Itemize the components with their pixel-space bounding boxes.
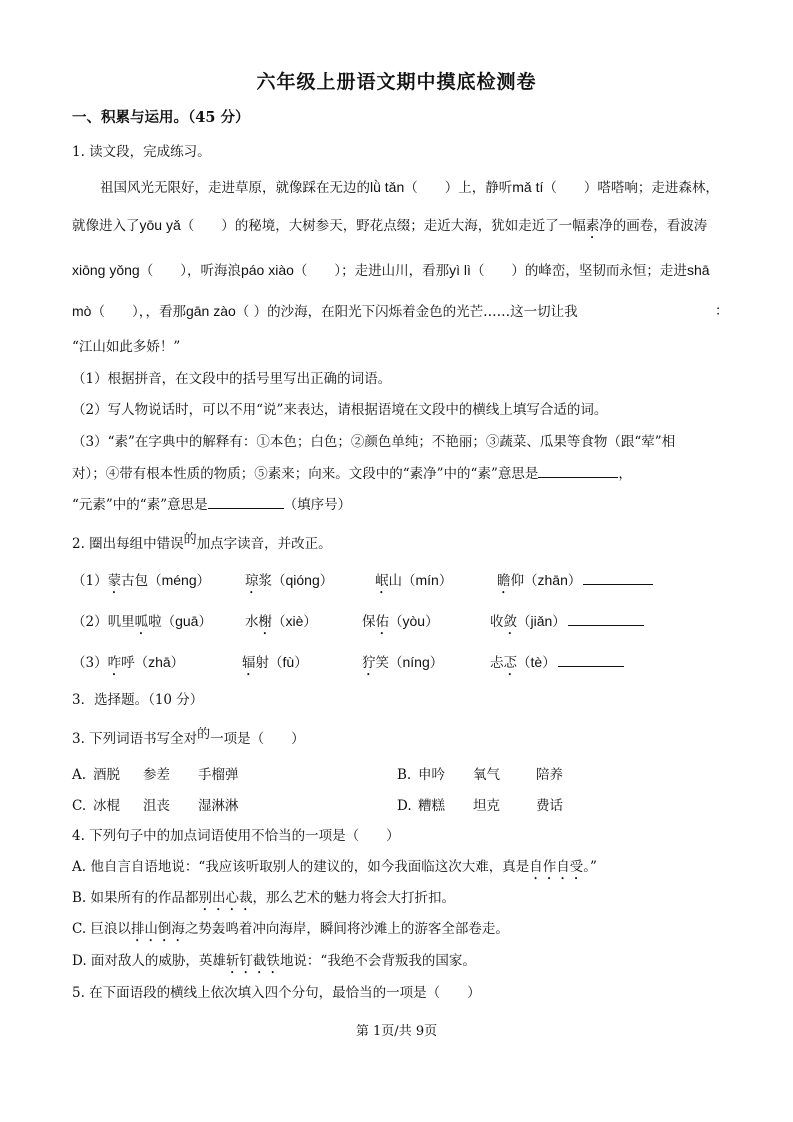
option-letter: D. [397,798,412,814]
item-text: 仰（ [510,573,538,589]
pinyin: gān zào [185,303,236,319]
passage-colon: ： [715,303,729,319]
option-word: 冰棍 [93,798,120,814]
option-word: 参差 [143,767,170,783]
dotted-char[interactable]: 咋 [107,655,122,671]
section-heading-1: 一、积累与运用。（45 分） [72,109,250,126]
item-text: ） [425,614,439,630]
option-text: ，那么艺术的魅力将会大打折扣。 [252,890,456,906]
sub-question-1: （1）根据拼音，在文段中的括号里写出正确的词语。 [72,371,392,387]
answer-bracket[interactable]: （ ）的峰峦，坚韧而永恒；走进 [470,263,687,279]
dotted-char[interactable]: 狞 [362,655,376,671]
question-text: 3. 下列词语书写全对 [72,731,198,747]
item-text: （3） [72,655,108,671]
pinyin: lǜ tǎn [370,179,405,195]
question-5-label: 5. 在下面语段的横线上依次填入四个分句，最恰当的一项是（ ） [72,985,481,1001]
q2-item[interactable] [490,611,644,638]
passage-text: 就像进入了 [72,218,140,234]
pinyin: mǎ tí [512,179,544,195]
dotted-phrase: 排山倒海 [130,921,185,937]
item-text: 古包（ [121,573,162,589]
option-letter: B. [397,767,412,783]
page-title: 六年级上册语文期中摸底检测卷 [256,71,537,93]
option-letter: C. [72,798,87,814]
q2-item[interactable] [72,570,210,597]
option-text: 。” [583,859,597,875]
pinyin: níng [402,654,430,670]
passage-line-5: “江山如此多娇！” [72,339,181,355]
item-text: 呼（ [121,655,149,671]
dotted-char[interactable]: 呱 [134,614,149,630]
item-text: ） [567,573,582,589]
item-text: ） [542,655,556,671]
option-text: 地说：“我绝不会背叛我的国家。 [279,953,476,969]
pinyin: guā [175,613,199,629]
dotted-char[interactable]: 蒙 [107,573,122,589]
answer-blank[interactable] [208,494,284,509]
pinyin: qióng [285,572,320,588]
passage-line-2 [72,215,707,242]
item-text: 笑（ [375,655,403,671]
pinyin: fù [282,654,295,670]
item-text: ） [429,655,444,671]
question-1-label: 1. 读文段，完成练习。 [72,144,211,160]
question-text: ， [618,466,632,482]
pinyin: jiǎn [530,613,553,629]
item-text: ） [198,614,212,630]
passage-text: （ ）的沙海，在阳光下闪烁着金色的光芒……这一切让我 [235,304,578,320]
answer-bracket[interactable]: （ ）；走进山川，看那 [293,263,450,279]
question-3-label [72,729,305,750]
q4-option-a[interactable] [72,857,597,883]
q2-item[interactable] [72,652,184,679]
sub-question-3-line-3 [72,494,351,515]
sub-question-3-line-1: （3）“素”在字典中的解释有：①本色；白色；②颜色单纯；不艳丽；③蔬菜、瓜果等食物（跟“荤”相 [72,434,676,450]
q4-option-c[interactable] [72,919,509,945]
dotted-phrase: 斩钉截铁 [225,953,280,969]
option-word: 湿淋淋 [198,798,239,814]
question-text: 2. 圈出每组中错误 [72,536,184,552]
q2-item[interactable] [375,570,452,597]
pinyin: xiōng yǒng [72,262,140,278]
dotted-char[interactable]: 琼 [245,573,259,589]
q2-item[interactable] [242,652,308,679]
item-text: ） [170,655,185,671]
sub-question-3-line-2 [72,463,632,484]
item-text: 啦（ [148,614,176,630]
answer-bracket[interactable]: （ ）嗒嗒响；走进森林， [543,180,719,196]
item-text: ） [319,573,334,589]
answer-bracket[interactable]: （ ）上，静听 [404,180,513,196]
option-text: A. 他自言自语地说：“我应该听取别人的建议的，如今我面临这次大难，真是 [72,859,530,875]
dotted-char: 素 [585,218,600,234]
sub-question-2: （2）写人物说话时，可以不用“说”来表达，请根据语境在文段中的横线上填写合适的词。 [72,402,608,418]
passage-line-1 [100,177,719,198]
passage-text: 净的画卷，看波涛 [599,218,708,234]
dotted-char[interactable]: 瞻 [497,573,511,589]
dotted-char[interactable]: 岷 [375,573,389,589]
pinyin: yòu [402,613,426,629]
passage-line-3 [72,260,710,281]
question-text: （填序号） [283,497,352,513]
answer-blank[interactable] [558,652,624,667]
option-word: 糟糕 [418,798,445,814]
question-text: “元素”中的“素”意思是 [72,497,208,513]
option-word: 氧气 [473,767,500,783]
question-4-label: 4. 下列句子中的加点词语使用不恰当的一项是（ ） [72,828,400,844]
answer-bracket[interactable]: （ ）的秘境，大树参天，野花点缀；走近大海，犹如走近了一幅 [180,218,586,234]
item-text: ） [552,614,566,630]
pinyin: méng [161,572,197,588]
item-text: 收 [490,614,504,630]
answer-bracket[interactable]: （ ），，看那 [91,304,186,320]
q2-item[interactable] [490,652,624,679]
option-letter: A. [72,767,87,783]
item-text: （ [272,614,286,630]
q2-item[interactable] [362,611,439,638]
question-text: 对）；④带有根本性质的物质；⑤素来；向来。文段中的“素净”中的“素”意思是 [72,466,539,482]
option-text: D. 面对敌人的威胁，英雄 [72,953,226,969]
pinyin: shā [686,262,710,278]
option-word: 手榴弹 [198,767,239,783]
option-word: 费话 [536,798,563,814]
pinyin: tè [530,654,543,670]
item-text: （ [517,614,531,630]
item-text: ） [294,655,308,671]
item-text: （ [389,614,403,630]
dotted-phrase: 别出心裁 [198,890,253,906]
dotted-char[interactable]: 榭 [258,614,272,630]
item-text: 浆（ [258,573,286,589]
pinyin: zhā [148,654,171,670]
pinyin: yì lì [449,262,471,278]
section-heading-3: 3．选择题。（10 分） [72,692,204,708]
dotted-char[interactable]: 辐 [242,655,256,671]
item-text: （2）叽里 [72,614,135,630]
item-text: ） [303,614,317,630]
pinyin: yōu yǎ [139,217,181,233]
item-text: ） [196,573,211,589]
pinyin: páo xiào [240,262,294,278]
question-text: 加点字读音，并改正。 [196,536,332,552]
question-text: 的 [197,727,211,742]
q4-option-b[interactable] [72,888,455,914]
option-text: B. 如果所有的作品都 [72,890,199,906]
question-text: 的 [183,532,197,547]
pinyin: mín [415,572,439,588]
pinyin: xiè [285,613,304,629]
option-text: 之势轰鸣着冲向海岸，瞬间将沙滩上的游客全部卷走。 [184,921,509,937]
passage-line-4 [72,301,578,322]
pinyin: mò [72,303,92,319]
item-text: ） [438,573,453,589]
dotted-phrase: 自作自受 [529,859,584,875]
option-word: 坦克 [473,798,500,814]
q2-item[interactable] [362,652,443,679]
q2-item[interactable] [72,611,212,638]
dotted-char[interactable]: 佑 [375,614,389,630]
q4-option-d[interactable] [72,951,476,977]
dotted-char[interactable]: 敛 [503,614,517,630]
answer-blank[interactable] [583,570,653,585]
item-text: （ [517,655,531,671]
option-text: C. 巨浪以 [72,921,131,937]
item-text: （1） [72,573,108,589]
q2-item[interactable] [245,570,333,597]
answer-blank[interactable] [538,463,618,478]
q2-item[interactable] [245,611,317,638]
dotted-char[interactable]: 忑 [503,655,517,671]
question-2-label [72,534,332,555]
item-text: 水 [245,614,259,630]
answer-blank[interactable] [568,611,644,626]
option-word: 酒脱 [93,767,120,783]
option-word: 申吟 [418,767,445,783]
passage-text: 祖国风光无限好，走进草原，就像踩在无边的 [100,180,370,196]
answer-bracket[interactable]: （ ），听海浪 [139,263,241,279]
item-text: 忐 [490,655,504,671]
option-word: 沮丧 [143,798,170,814]
pinyin: zhān [537,572,568,588]
item-text: 山（ [388,573,416,589]
item-text: 射（ [255,655,283,671]
item-text: 保 [362,614,376,630]
question-text: 一项是（ ） [210,731,305,747]
q2-item[interactable] [497,570,653,597]
option-word: 陪养 [536,767,563,783]
page-footer: 第 1页/共 9页 [355,1024,438,1039]
